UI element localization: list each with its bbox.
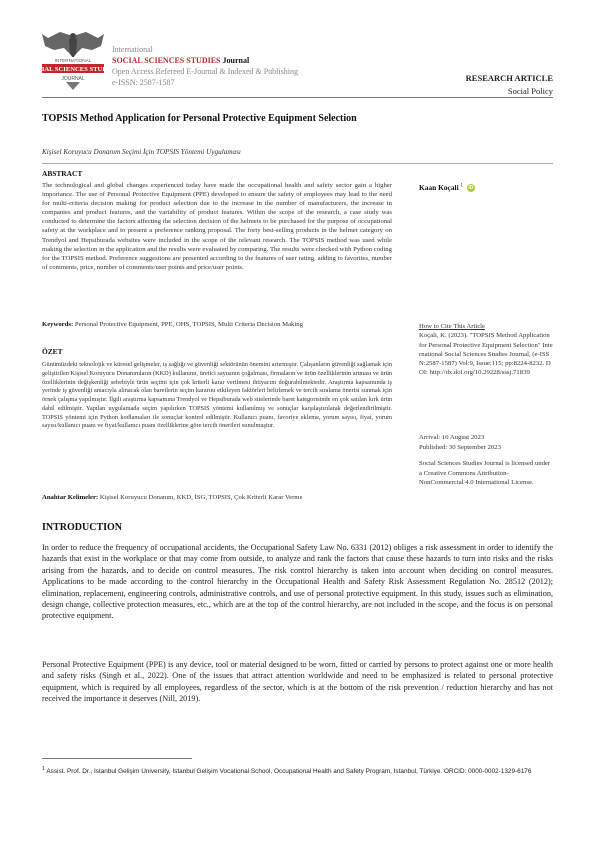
svg-text:SOCIAL SCIENCES STUDIES: SOCIAL SCIENCES STUDIES [28,66,118,73]
journal-info [112,44,382,88]
author-footnote-ref[interactable]: 1 [460,183,463,189]
ozet-text: Günümüzdeki teknolojik ve küresel gelişmeler, iş sağlığı ve güvenliği sektörünün önemini artırmıştır. Çalışanların güvenliği sağlamak için geliştirilen Kişisel Koruyucu Donanımların (KKD) kullanımı, üretici sayısının çoğalması, firmaların ve ürün özelliklerinin artması ve ürün özelliklerinin değişkenliği sebebiyle ürün seçimi için çok kriterli karar verilmesi ihtiyacını doğurabilmektedir. Araştırma kapsamında iş yerinde iş güvenliği amacıyla alınacak olan baretlerin seçim kararını etkileyen faktörleri belirlemek ve tercih sıralama önerisi sunmak için örnek çalışma yapılmıştır. İlgili araştırma kapsamına Trendyol ve Hepsiburada web sitelerinde baret kategorisinde en çok satılan kırk ürün dahil edilmiştir. Yapılan uygulamada seçim yapılırken TOPSIS yöntemi kullanılmış ve sonuçlar karşılaştırılarak değerlendirilmiştir. TOPSIS yöntemi için Python kodlamaları ile sonuçlar kontrol edilmiştir. Kullanıcı puanı, favoriye ekleme, yorum sayısı, fiyat, yorum sayısı/kullanıcı puanı ve fiyat/kullanıcı puanı özelliklerine göre tercih önerileri sunulmuştur. [42,361,392,430]
journal-logo [28,30,118,92]
ozet-heading: ÖZET [42,347,63,356]
journal-name-red: SOCIAL SCIENCES STUDIES [112,56,221,65]
abstract-heading: ABSTRACT [42,169,83,178]
keywords [42,320,392,329]
license-text: Social Sciences Studies Journal is licensed under a Creative Commons Attribution-NonCommercial 4.0 International License. [419,460,551,486]
journal-subtitle: Open Access Refereed E-Journal & Indexed & Publishing [112,67,298,76]
author-name: Kaan Koçali [419,183,459,192]
author [419,183,475,192]
anahtar-kelimeler [42,493,392,502]
title-divider [42,163,553,164]
footnote [42,765,553,777]
article-type: RESEARCH ARTICLE [465,73,553,83]
article-subject: Social Policy [507,86,553,96]
introduction-heading: INTRODUCTION [42,522,123,533]
footnote-number: 1 [42,766,45,772]
introduction-paragraph-1: In order to reduce the frequency of occupational accidents, the Occupational Safety Law No. 6331 (2012) obliges a risk assessment in order to identify the hazards that exist in the workplace or that may come from outside, to analyze and rank the factors that cause these hazards to turn into risks and the risks arising from the hazards, and to decide on control measures. The risk control hierarchy is taken into account when deciding on control measures. Applications to be made according to the control hierarchy in the Occupational Health and Safety Risk Assessment Regulation No. 28512 (2012); elimination, replacement, engineering controls, administrative controls, and use of personal protective equipment. In this study, issues such as elimination, design change, collective protection measures, etc., which are at the top of the control hierarchy, are not included in the scope, and the focus is on personal protective equipment. [42,543,553,621]
introduction-paragraph-2: Personal Protective Equipment (PPE) is any device, tool or material designed to be worn, fitted or carried by persons to protect against one or more health and safety risks (Singh et al., 2022). One of the issues that attract attention worldwide and need to be emphasized is related to personal protective equipment, which is required by all employees, regardless of the sector, which is at the bottom of the risk prevention / reduction hierarchy and has not received the importance it deserves (Nill, 2019). [42,660,553,704]
citation-text: Koçali, K. (2023). "TOPSIS Method Application for Personal Protective Equipment Selection" International Social Sciences Studies Journal, (e-ISSN:2587-1587) Vol:9, Issue:115; pp:8224-8232. DOI: http://dx.doi.org/10.29228/sssj.71839 [419,332,553,377]
journal-prefix: International [112,45,153,54]
journal-name-suffix: Journal [222,56,250,65]
svg-text:INTERNATIONAL: INTERNATIONAL [54,58,92,63]
anahtar-text: Kişisel Koruyucu Donanım, KKD, İSG, TOPSIS, Çok Kriterli Karar Verme [99,494,303,501]
citation-heading[interactable]: How to Cite This Article [419,323,486,330]
orcid-icon[interactable]: iD [468,185,474,192]
abstract-text: The technological and global changes experienced today have made the occupational health and safety sector gain a higher importance. The use of Personal Protective Equipment (PPE) developed to ensure the safety of employees may lead to the need for multi-criteria decision making for product selection due to the increase in the number of manufacturers, the increase in companies and product features, and the variability of product features. Within the scope of the research, a case study was conducted to determine the factors affecting the selection decision of the helmets to be purchased for the purpose of occupational safety at the workplace and to present a preference ranking proposal. The forty best-selling products in the helmet category on Trendyol and Hepsiburada websites were included in the scope of the relevant research. The TOPSIS method was used while making the selection in the application and the results were evaluated by comparing. The results were checked with Python coding for the TOPSIS method. Preference suggestions are presented according to the features of user rating, adding to favorites, number of comments, price, number of comments/user points and price/user points. [42,182,392,271]
header-divider [42,97,553,98]
keywords-label: Keywords: [42,321,74,328]
footnote-text: Assist. Prof. Dr., Istanbul Gelişim University, Istanbul Gelişim Vocational School, Occupational Health and Safety Program, Istanbul, Türkiye. ORCID: 0000-0002-1329-6176 [46,768,532,776]
article-title: TOPSIS Method Application for Personal Protective Equipment Selection [42,113,357,124]
arrival-date: Arrival: 16 August 2023 [419,434,485,441]
anahtar-label: Anahtar Kelimeler: [42,494,99,501]
dates-block [419,433,553,453]
article-alt-title: Kişisel Koruyucu Donanım Seçimi İçin TOPSIS Yöntemi Uygulaması [42,148,241,156]
journal-issn: e-ISSN: 2587-1587 [112,78,175,87]
eagle-crest-icon [28,30,118,92]
keywords-text: Personal Protective Equipment, PPE, OHS, TOPSIS, Multi Criteria Decision Making [74,321,303,328]
published-date: Published: 30 September 2023 [419,444,501,451]
article-type-block [466,72,553,98]
footnote-divider [42,758,192,759]
citation-block [419,322,553,378]
journal-name [112,55,382,66]
svg-text:JOURNAL: JOURNAL [61,76,85,82]
